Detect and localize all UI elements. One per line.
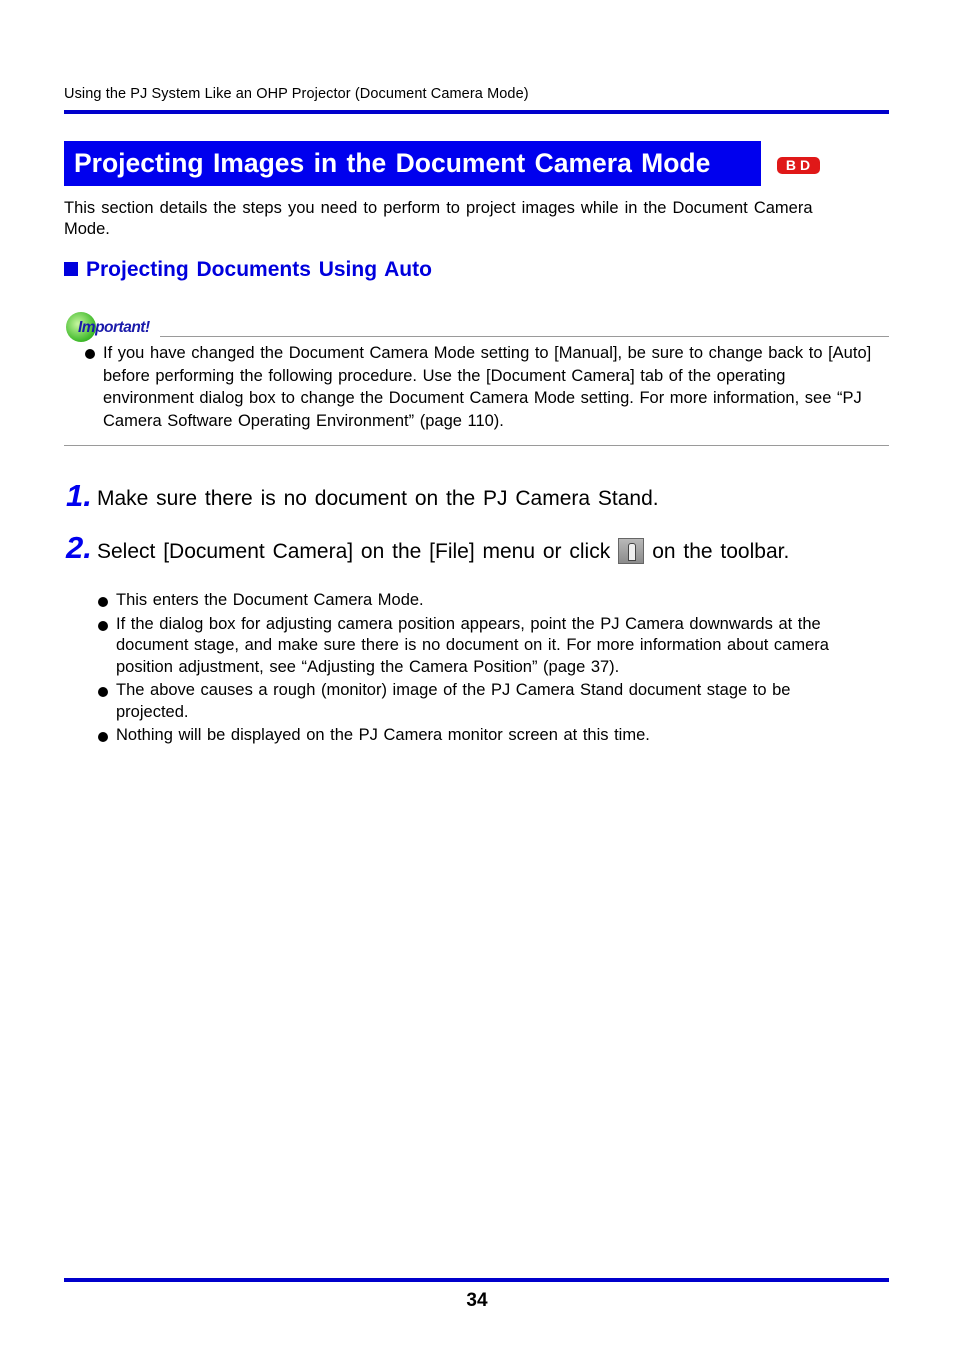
step-2-text-after: on the toolbar. xyxy=(652,540,790,563)
important-rule xyxy=(160,336,889,337)
step-2-number: 2. xyxy=(66,530,92,565)
important-item: If you have changed the Document Camera Mode setting to [Manual], be sure to change back to [Auto] before performing the following procedure. Use the [Document Camera] tab of the operating environment dialog box to change the Document Camera Mode setting. For more information, see “PJ Camera Software Operating Environment” (page 110). xyxy=(84,342,874,432)
subsection-title: Projecting Documents Using Auto xyxy=(86,258,432,281)
step-1-number: 1. xyxy=(66,478,92,513)
list-item: The above causes a rough (monitor) image of the PJ Camera Stand document stage to be projected. xyxy=(97,680,867,723)
step-2-bullets xyxy=(97,590,867,749)
square-bullet-icon xyxy=(64,262,78,276)
step-2-text-before: Select [Document Camera] on the [File] menu or click xyxy=(97,540,611,563)
step-1-text: Make sure there is no document on the PJ Camera Stand. xyxy=(97,487,659,510)
section-title: Projecting Images in the Document Camera Mode xyxy=(64,141,761,186)
important-note xyxy=(84,342,874,432)
page-number: 34 xyxy=(466,1290,488,1311)
list-item: This enters the Document Camera Mode. xyxy=(97,590,867,612)
list-item: If the dialog box for adjusting camera position appears, point the PJ Camera downwards at the document stage, and make sure there is no document on it. For more information about camera position adjustment, see “Adjusting the Camera Position” (page 37). xyxy=(97,614,867,679)
section-intro: This section details the steps you need to perform to project images while in the Document Camera Mode. xyxy=(64,199,813,238)
header-rule xyxy=(64,110,889,114)
step-2-text xyxy=(97,538,797,564)
bd-badge: BD xyxy=(777,157,820,174)
important-bottom-rule xyxy=(64,445,889,446)
document-camera-icon xyxy=(618,538,644,564)
footer-rule xyxy=(64,1278,889,1282)
important-label: Important! xyxy=(78,319,150,336)
list-item: Nothing will be displayed on the PJ Camera monitor screen at this time. xyxy=(97,725,867,747)
subsection-heading xyxy=(64,258,432,282)
running-header: Using the PJ System Like an OHP Projector (Document Camera Mode) xyxy=(64,86,529,102)
